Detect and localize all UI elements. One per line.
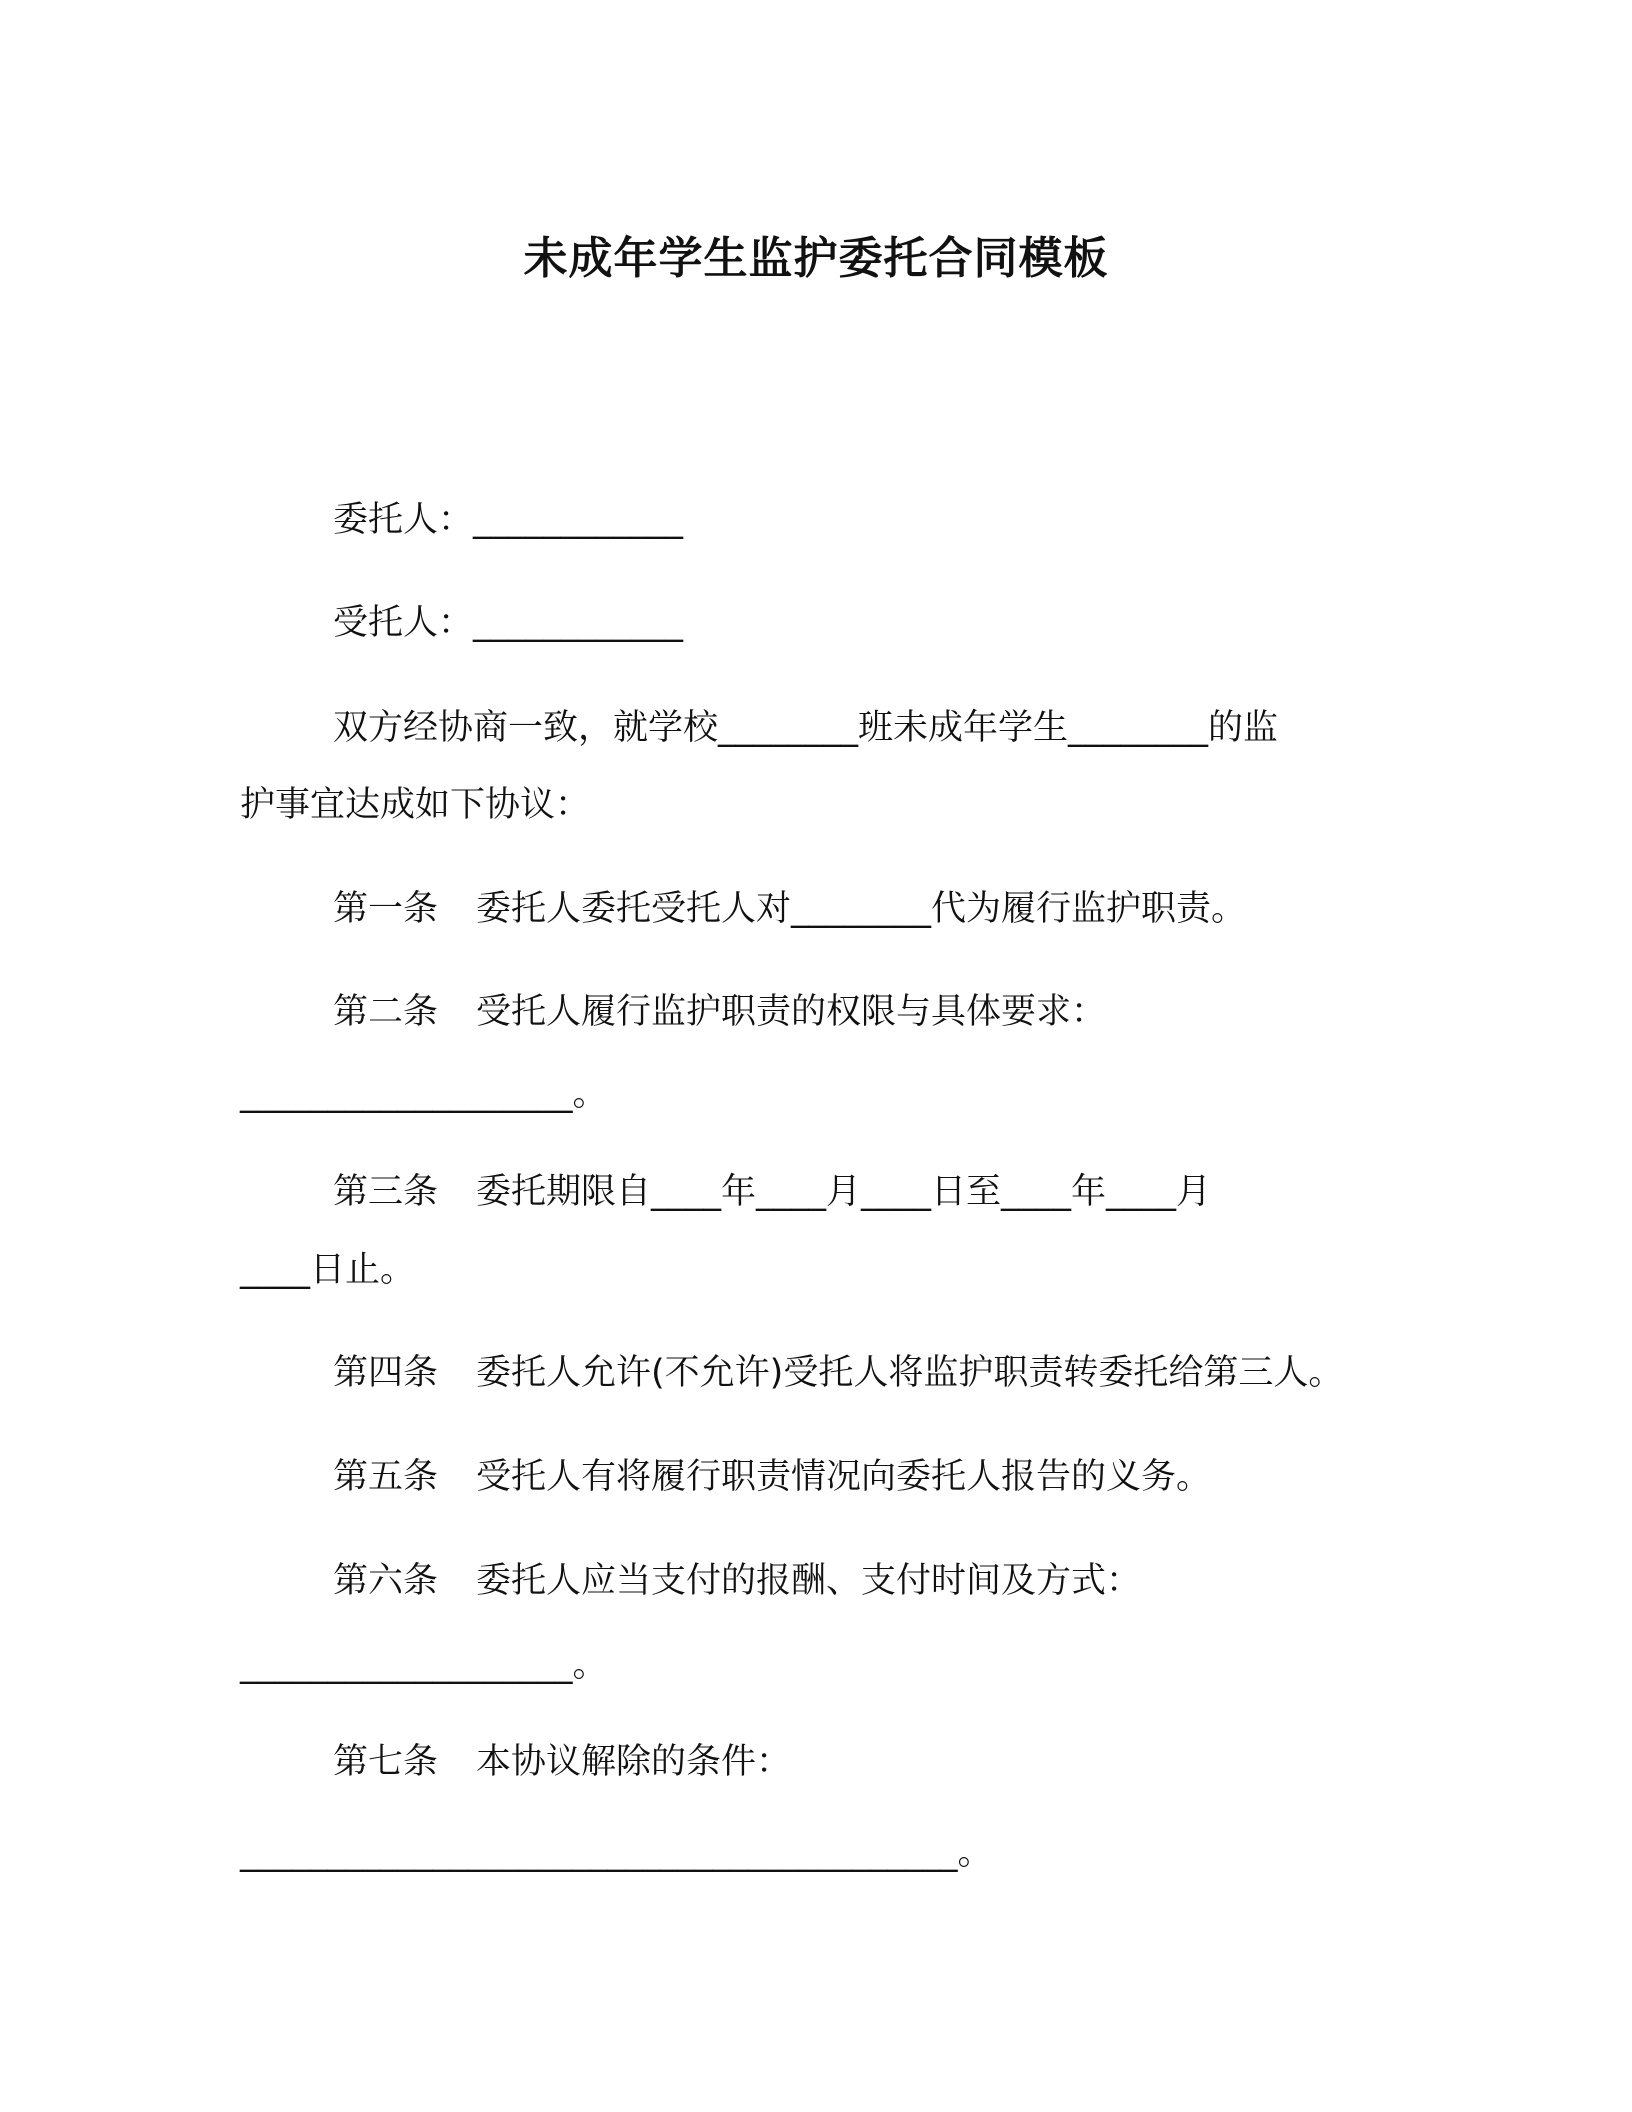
article-1-text: 委托人委托受托人对________代为履行监护职责。 xyxy=(476,889,1247,929)
article-3-text: 委托期限自____年____月____日至____年____月 xyxy=(476,1172,1212,1212)
article-5-label: 第五条 xyxy=(333,1457,439,1497)
article-2 xyxy=(333,992,1107,1032)
article-7-label: 第七条 xyxy=(333,1742,439,1782)
article-5 xyxy=(333,1457,1212,1497)
article-3-continuation: ____日止。 xyxy=(240,1250,416,1290)
article-3-label: 第三条 xyxy=(333,1172,439,1212)
article-2-text: 受托人履行监护职责的权限与具体要求： xyxy=(476,992,1107,1032)
article-6 xyxy=(333,1561,1142,1601)
preamble-line-2: 护事宜达成如下协议： xyxy=(240,785,591,825)
principal-line: 委托人：____________ xyxy=(333,500,684,540)
preamble-line-1: 双方经协商一致，就学校________班未成年学生________的监 xyxy=(333,708,1279,748)
article-7 xyxy=(333,1742,792,1782)
article-4-text: 委托人允许(不允许)受托人将监护职责转委托给第三人。 xyxy=(476,1353,1344,1393)
article-4 xyxy=(333,1353,1344,1393)
article-3 xyxy=(333,1172,1212,1212)
article-7-text: 本协议解除的条件： xyxy=(476,1742,792,1782)
article-2-blank: ___________________。 xyxy=(240,1074,608,1114)
article-2-label: 第二条 xyxy=(333,992,439,1032)
article-6-text: 委托人应当支付的报酬、支付时间及方式： xyxy=(476,1561,1142,1601)
article-7-blank: _________________________________________。 xyxy=(240,1833,993,1873)
trustee-line: 受托人：____________ xyxy=(333,603,684,643)
article-4-label: 第四条 xyxy=(333,1353,439,1393)
article-6-blank: ___________________。 xyxy=(240,1645,608,1685)
article-5-text: 受托人有将履行职责情况向委托人报告的义务。 xyxy=(476,1457,1212,1497)
document-title: 未成年学生监护委托合同模板 xyxy=(523,233,1109,284)
article-1-label: 第一条 xyxy=(333,889,439,929)
article-6-label: 第六条 xyxy=(333,1561,439,1601)
article-1 xyxy=(333,889,1247,929)
